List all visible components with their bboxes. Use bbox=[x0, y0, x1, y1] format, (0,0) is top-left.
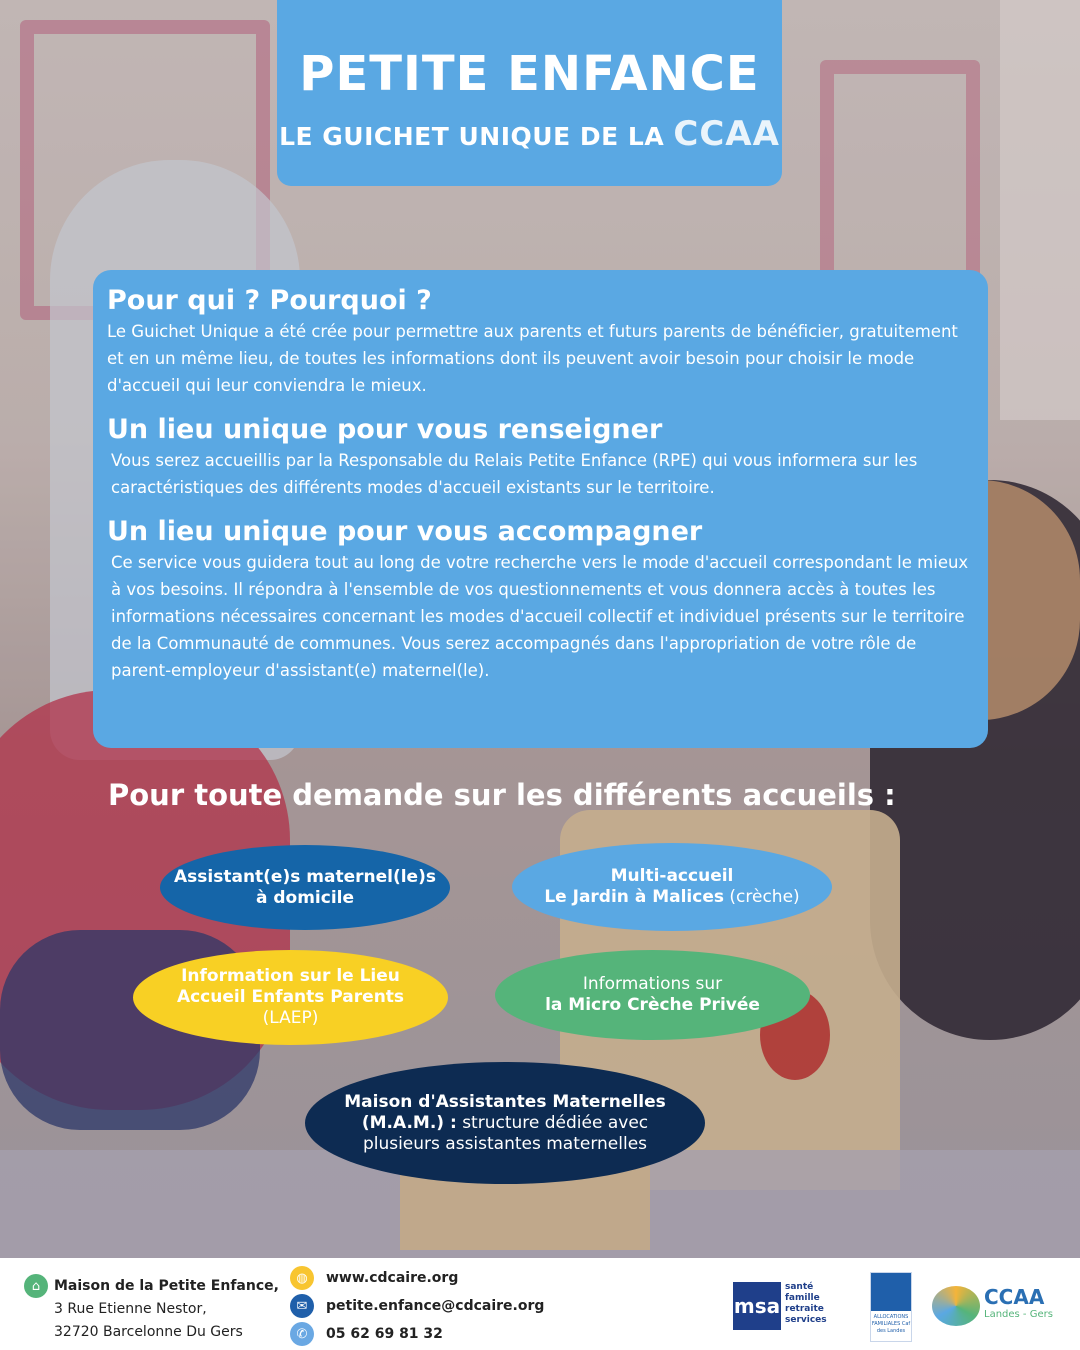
section-heading: Pour qui ? Pourquoi ? bbox=[107, 285, 432, 316]
contact-block bbox=[290, 1264, 544, 1348]
section-renseigner bbox=[107, 413, 974, 501]
phone-icon: ✆ bbox=[290, 1322, 314, 1346]
question-heading: Pour toute demande sur les différents accueils : bbox=[108, 778, 896, 812]
section-accompagner bbox=[107, 515, 974, 684]
msa-logo: msa santé famille retraite services bbox=[733, 1282, 833, 1330]
section-text: Vous serez accueillis par la Responsable du Relais Petite Enfance (RPE) qui vous informera sur les caractéristiques des différents modes d'accueil existants sur le territoire. bbox=[111, 451, 918, 497]
home-icon: ⌂ bbox=[24, 1274, 48, 1298]
page-subtitle: LE GUICHET UNIQUE DE LA CCAA bbox=[279, 114, 780, 154]
address-street: 3 Rue Etienne Nestor, bbox=[54, 1301, 207, 1317]
email-link[interactable]: petite.enfance@cdcaire.org bbox=[326, 1298, 545, 1314]
info-panel bbox=[93, 270, 988, 748]
globe-icon: ◍ bbox=[290, 1266, 314, 1290]
ccaa-logo: CCAA Landes - Gers bbox=[932, 1284, 1053, 1328]
section-heading: Un lieu unique pour vous renseigner bbox=[107, 414, 663, 445]
oval-assistantes-domicile: Assistant(e)s maternel(le)s à domicile bbox=[160, 845, 450, 930]
section-pour-qui bbox=[107, 284, 974, 399]
ccaa-swirl-icon bbox=[932, 1286, 980, 1326]
oval-laep: Information sur le Lieu Accueil Enfants Parents (LAEP) bbox=[133, 950, 448, 1045]
address-block bbox=[24, 1274, 279, 1344]
oval-micro-creche: Informations sur la Micro Crèche Privée bbox=[495, 950, 810, 1040]
caf-logo: ALLOCATIONS FAMILIALES Caf des Landes bbox=[870, 1272, 912, 1342]
page-title: PETITE ENFANCE bbox=[299, 46, 760, 102]
footer bbox=[0, 1258, 1080, 1350]
address-city: 32720 Barcelonne Du Gers bbox=[54, 1324, 243, 1340]
website-link[interactable]: www.cdcaire.org bbox=[326, 1270, 459, 1286]
section-heading: Un lieu unique pour vous accompagner bbox=[107, 516, 703, 547]
section-text: Ce service vous guidera tout au long de votre recherche vers le mode d'accueil correspondant le mieux à vos besoins. Il répondra à l'ensemble de vos questionnements et vous donnera accès à toutes les informations nécessaires concernant les modes d'accueil collectif et individuel présents sur le territoire de la Communauté de communes. Vous serez accompagnés dans l'appropriation de votre rôle de parent-employeur d'assistant(e) maternel(le). bbox=[111, 553, 969, 680]
address-name: Maison de la Petite Enfance, bbox=[54, 1277, 279, 1294]
oval-mam: Maison d'Assistantes Maternelles (M.A.M.) : structure dédiée avec plusieurs assistantes maternelles bbox=[305, 1062, 705, 1184]
section-text: Le Guichet Unique a été crée pour permettre aux parents et futurs parents de bénéficier, gratuitement et en un même lieu, de toutes les informations dont ils peuvent avoir besoin pour choisir le mode d'accueil qui leur conviendra le mieux. bbox=[107, 322, 958, 395]
header-banner bbox=[277, 0, 782, 186]
envelope-icon: ✉ bbox=[290, 1294, 314, 1318]
oval-multi-accueil: Multi-accueil Le Jardin à Malices (crèche) bbox=[512, 843, 832, 931]
brand-logo-text: CCAA bbox=[673, 114, 780, 154]
phone-link[interactable]: 05 62 69 81 32 bbox=[326, 1326, 443, 1342]
